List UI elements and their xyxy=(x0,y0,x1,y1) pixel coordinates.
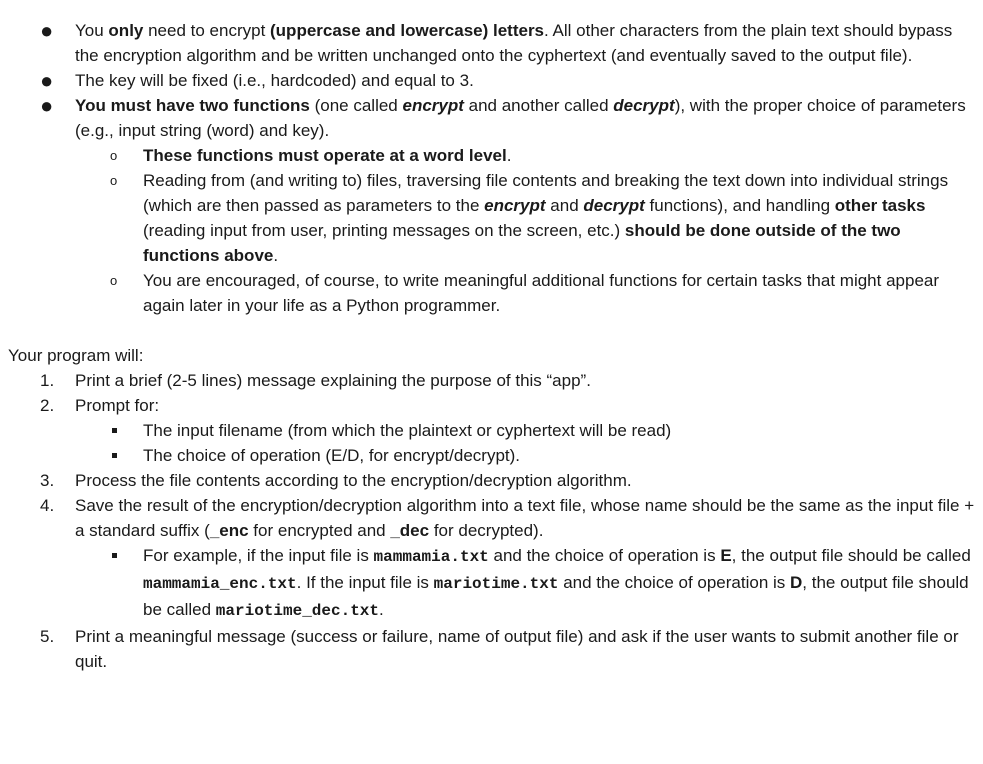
bullet-two-functions xyxy=(0,93,975,143)
step-number: 1. xyxy=(40,371,55,390)
bold-italic-text: decrypt xyxy=(613,96,675,115)
bullet-marker: ● xyxy=(40,68,54,93)
sub-bullet-additional-functions xyxy=(0,268,975,318)
text: (reading input from user, printing messages on the screen, etc.) xyxy=(143,221,625,240)
text: , the output file should be called xyxy=(731,546,971,565)
bold-text: _dec xyxy=(390,521,430,540)
text: (one called xyxy=(309,96,403,115)
example-filenames xyxy=(0,543,975,624)
filename-code: mariotime_dec.txt xyxy=(215,602,380,620)
bold-text: E xyxy=(720,546,732,565)
text: , the output file should be called xyxy=(143,573,969,619)
program-intro: Your program will: xyxy=(8,346,144,365)
text: You xyxy=(75,21,109,40)
text: . xyxy=(379,600,384,619)
text: and another called xyxy=(463,96,614,115)
bold-text: You must have two functions xyxy=(75,96,310,115)
document-body xyxy=(0,18,975,674)
text: for decrypted). xyxy=(429,521,544,540)
text: Print a brief (2-5 lines) message explaining the purpose of this “app”. xyxy=(75,371,591,390)
text: For example, if the input file is xyxy=(143,546,374,565)
circle-marker: o xyxy=(110,173,118,188)
bullet-key-fixed xyxy=(0,68,975,93)
bold-text: other tasks xyxy=(834,196,926,215)
text: Reading from (and writing to) files, traversing file contents and breaking the text down into individual strings (which are then passed as parameters to the xyxy=(143,171,949,215)
text: You are encouraged, of course, to write meaningful additional functions for certain tasks that might appear again later in your life as a Python programmer. xyxy=(143,271,940,315)
bold-text: D xyxy=(790,573,803,592)
circle-marker: o xyxy=(110,148,118,163)
square-bullet-icon xyxy=(112,428,117,433)
step-number: 3. xyxy=(40,471,55,490)
text: and xyxy=(545,196,584,215)
bold-italic-text: encrypt xyxy=(402,96,464,115)
circle-marker: o xyxy=(110,273,118,288)
text: Save the result of the encryption/decryption algorithm into a text file, whose name should be the same as the input file + a standard suffix ( xyxy=(75,496,975,540)
text: functions), and handling xyxy=(644,196,835,215)
text: for encrypted and xyxy=(248,521,391,540)
text: Process the file contents according to the encryption/decryption algorithm. xyxy=(75,471,632,490)
square-bullet-icon xyxy=(112,453,117,458)
filename-code: mammamia_enc.txt xyxy=(143,575,297,593)
text: The choice of operation (E/D, for encrypt/decrypt). xyxy=(143,446,521,465)
square-bullet-icon xyxy=(112,553,117,558)
filename-code: mariotime.txt xyxy=(433,575,559,593)
bold-text: _enc xyxy=(209,521,249,540)
text: ), with the proper choice of parameters (e.g., input string (word) and key). xyxy=(75,96,966,140)
text: . xyxy=(273,246,279,265)
step-number: 5. xyxy=(40,627,55,646)
bullet-marker: ● xyxy=(40,93,54,118)
sub-bullet-word-level xyxy=(0,143,975,168)
step-3 xyxy=(0,468,975,493)
prompt-item-operation xyxy=(0,443,975,468)
text: The input filename (from which the plaintext or cyphertext will be read) xyxy=(143,421,672,440)
filename-code: mammamia.txt xyxy=(373,548,489,566)
bullet-encrypt-letters xyxy=(0,18,975,68)
prompt-item-filename xyxy=(0,418,975,443)
bold-text: should be done outside of the two functions above xyxy=(143,221,901,265)
bullet-marker: ● xyxy=(40,18,54,43)
text: The key will be fixed (i.e., hardcoded) and equal to 3. xyxy=(75,71,474,90)
bold-text: only xyxy=(108,21,144,40)
bold-text: (uppercase and lowercase) letters xyxy=(270,21,545,40)
bold-italic-text: encrypt xyxy=(484,196,546,215)
spacer xyxy=(0,318,975,343)
text: . All other characters from the plain text should bypass the encryption algorithm and be written unchanged onto the cyphertext (and eventually saved to the output file). xyxy=(75,21,953,65)
text: Print a meaningful message (success or failure, name of output file) and ask if the user wants to submit another file or quit. xyxy=(75,627,959,671)
text: . xyxy=(506,146,512,165)
bold-text: These functions must operate at a word level xyxy=(143,146,507,165)
step-5 xyxy=(0,624,975,674)
step-2 xyxy=(0,393,975,418)
step-number: 4. xyxy=(40,496,55,515)
text: need to encrypt xyxy=(143,21,271,40)
bold-italic-text: decrypt xyxy=(583,196,645,215)
text: and the choice of operation is xyxy=(558,573,791,592)
step-number: 2. xyxy=(40,396,55,415)
step-1 xyxy=(0,368,975,393)
text: . If the input file is xyxy=(296,573,434,592)
text: and the choice of operation is xyxy=(488,546,721,565)
step-4 xyxy=(0,493,975,543)
text: Prompt for: xyxy=(75,396,160,415)
sub-bullet-outside-functions xyxy=(0,168,975,268)
